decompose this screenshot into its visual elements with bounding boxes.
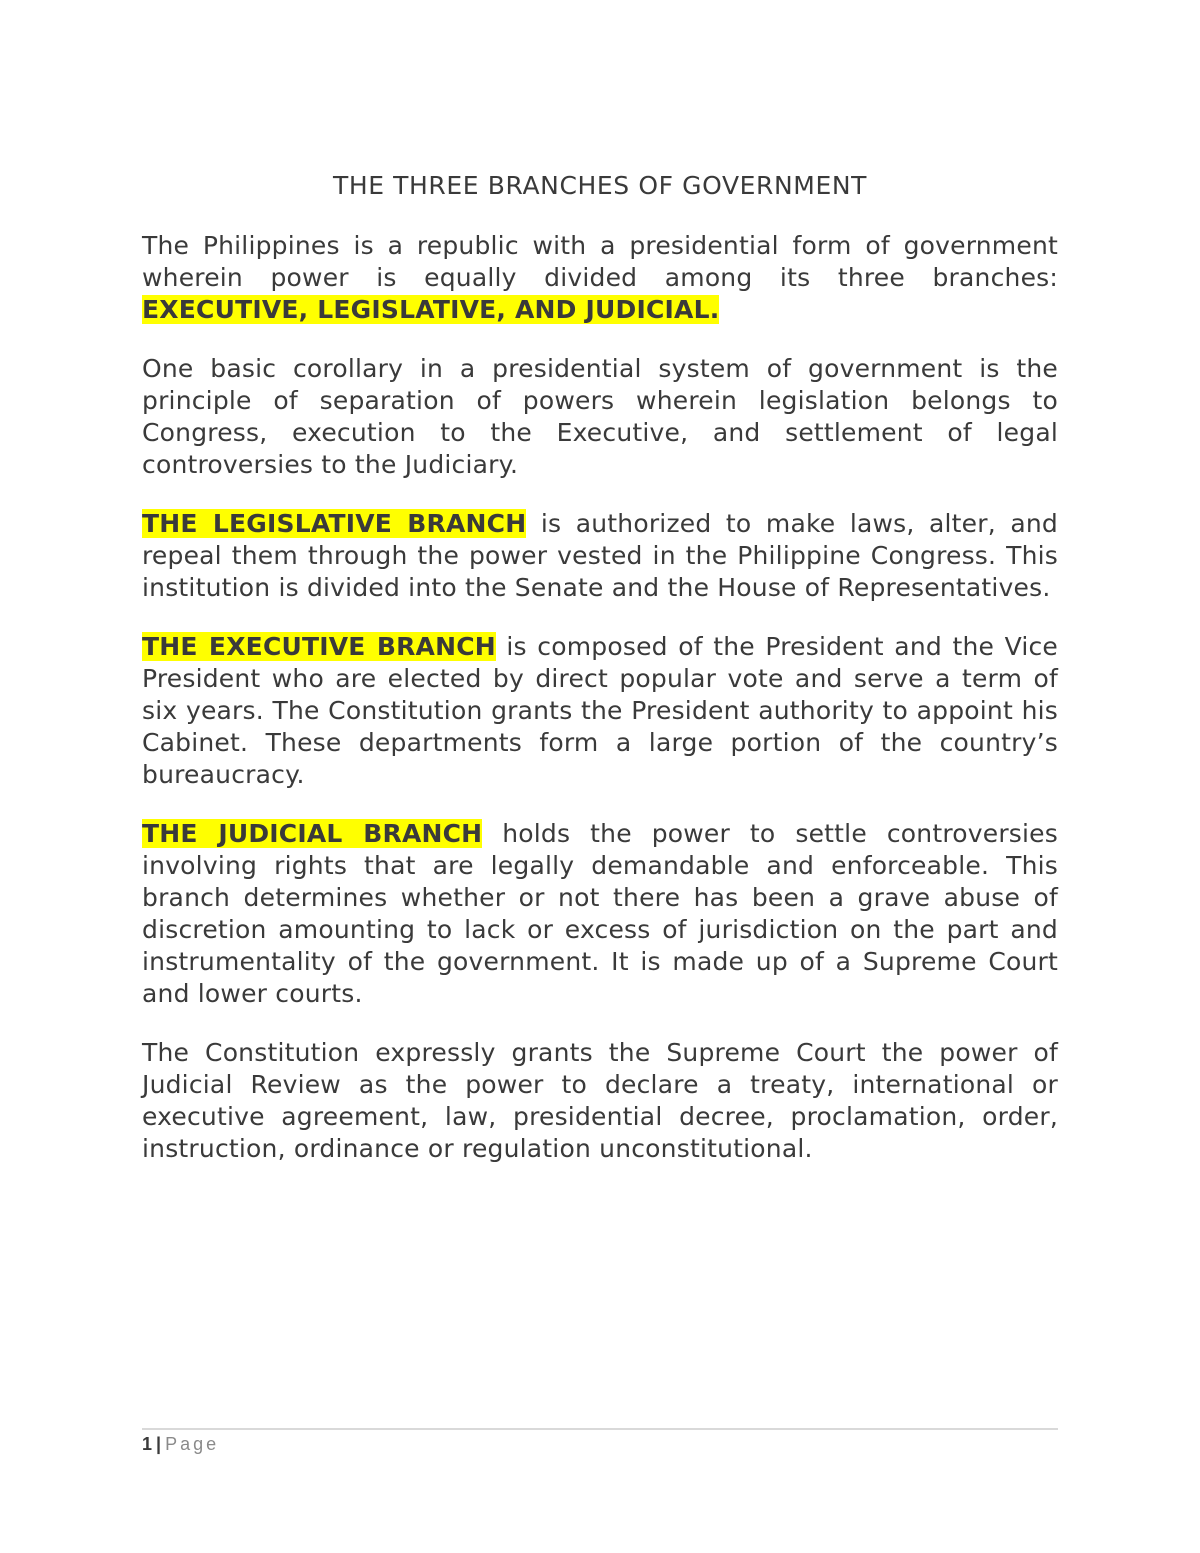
judicial-heading-highlight: THE JUDICIAL BRANCH — [142, 819, 483, 848]
document-title: THE THREE BRANCHES OF GOVERNMENT — [332, 171, 868, 200]
paragraph-separation-of-powers — [142, 353, 1058, 481]
paragraph-separation-text: One basic corollary in a presidential system of government is the principle of separation of powers wherein legislation belongs to Congress, execution to the Executive, and settlement of legal controversies to the Judiciary. — [142, 354, 1058, 479]
executive-heading-highlight: THE EXECUTIVE BRANCH — [142, 632, 496, 661]
paragraph-intro-highlight: EXECUTIVE, LEGISLATIVE, AND JUDICIAL. — [142, 295, 720, 324]
paragraph-judicial-review — [142, 1037, 1058, 1165]
page-footer — [142, 1434, 219, 1455]
footer-separator: | — [156, 1434, 162, 1454]
judicial-review-text: The Constitution expressly grants the Supreme Court the power of Judicial Review as the power to declare a treaty, international or executive agreement, law, presidential decree, proclamation, order, instruction, ordinance or regulation unconstitutional. — [142, 1038, 1058, 1163]
paragraph-judicial — [142, 818, 1058, 1010]
page-label: Page — [165, 1434, 220, 1454]
paragraph-intro — [142, 230, 1058, 326]
footer-divider — [142, 1428, 1058, 1430]
document-body — [142, 166, 1058, 1192]
paragraph-intro-text: The Philippines is a republic with a presidential form of government wherein power is equally divided among its three branches: — [142, 231, 1058, 292]
legislative-heading-highlight: THE LEGISLATIVE BRANCH — [142, 509, 527, 538]
page-number: 1 — [142, 1434, 153, 1454]
executive-text: is composed of the President and the Vice President who are elected by direct popular vote and serve a term of six years. The Constitution grants the President authority to appoint his Cabinet. These departments form a large portion of the country’s bureaucracy. — [142, 632, 1059, 789]
legislative-text: is authorized to make laws, alter, and repeal them through the power vested in the Philippine Congress. This institution is divided into the Senate and the House of Representatives. — [142, 509, 1058, 602]
paragraph-legislative — [142, 508, 1058, 604]
paragraph-executive — [142, 631, 1058, 791]
judicial-text: holds the power to settle controversies involving rights that are legally demandable and enforceable. This branch determines whether or not there has been a grave abuse of discretion amounting to lack or excess of jurisdiction on the part and instrumentality of the government. It is made up of a Supreme Court and lower courts. — [142, 819, 1058, 1008]
